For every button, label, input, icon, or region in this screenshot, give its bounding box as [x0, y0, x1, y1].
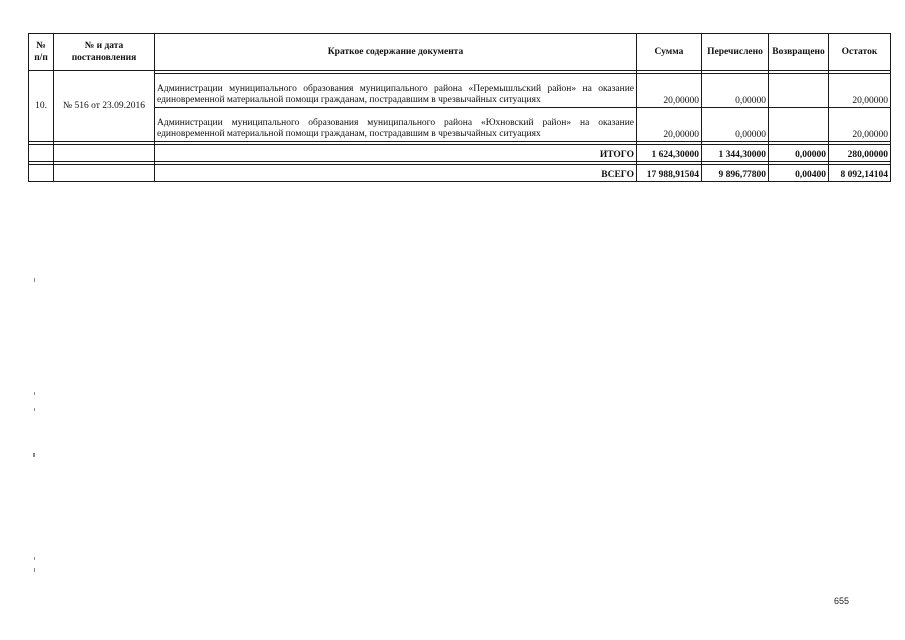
row-sum: 20,00000	[637, 108, 702, 142]
header-transferred: Перечислено	[702, 34, 769, 71]
row-description: Администрации муниципального образования муниципального района «Юхновский район» на оказание единовременной материальной помощи гражданам, пострадавшим в чрезвычайных ситуациях	[155, 108, 637, 142]
row-sum: 20,00000	[637, 74, 702, 108]
group-num-text: 10.	[35, 101, 47, 111]
header-num: № п/п	[29, 34, 54, 71]
row-balance: 20,00000	[829, 108, 891, 142]
row-balance: 20,00000	[829, 74, 891, 108]
header-resolution: № и дата постановления	[54, 34, 155, 71]
itogo-transferred: 1 344,30000	[702, 145, 769, 162]
vsego-balance: 8 092,14104	[829, 165, 891, 182]
header-returned: Возвращено	[769, 34, 829, 71]
scan-artifact	[34, 568, 35, 572]
page-number: 655	[834, 596, 850, 606]
table-row	[29, 74, 891, 108]
row-transferred: 0,00000	[702, 74, 769, 108]
group-resolution	[54, 71, 155, 142]
scan-artifact	[34, 408, 35, 411]
scan-artifact	[34, 392, 35, 395]
header-description: Краткое содержание документа	[155, 34, 637, 71]
vsego-sum: 17 988,91504	[637, 165, 702, 182]
group-resolution-text: № 516 от 23.09.2016	[63, 101, 145, 111]
vsego-row	[29, 165, 891, 182]
vsego-transferred: 9 896,77800	[702, 165, 769, 182]
itogo-sum: 1 624,30000	[637, 145, 702, 162]
row-transferred: 0,00000	[702, 108, 769, 142]
row-returned	[769, 108, 829, 142]
header-balance: Остаток	[829, 34, 891, 71]
header-sum: Сумма	[637, 34, 702, 71]
row-description: Администрации муниципального образования муниципального района «Перемышльский район» на оказание единовременной материальной помощи гражданам, пострадавшим в чрезвычайных ситуациях	[155, 74, 637, 108]
vsego-label: ВСЕГО	[155, 165, 637, 182]
document-table	[28, 33, 891, 182]
scan-artifact	[33, 453, 35, 457]
vsego-returned: 0,00400	[769, 165, 829, 182]
itogo-returned: 0,00000	[769, 145, 829, 162]
header-row	[29, 34, 891, 71]
scan-artifact	[34, 278, 35, 282]
itogo-row	[29, 145, 891, 162]
row-returned	[769, 74, 829, 108]
itogo-label: ИТОГО	[155, 145, 637, 162]
scan-artifact	[34, 557, 35, 560]
group-num	[29, 71, 54, 142]
table-row	[29, 108, 891, 142]
itogo-balance: 280,00000	[829, 145, 891, 162]
